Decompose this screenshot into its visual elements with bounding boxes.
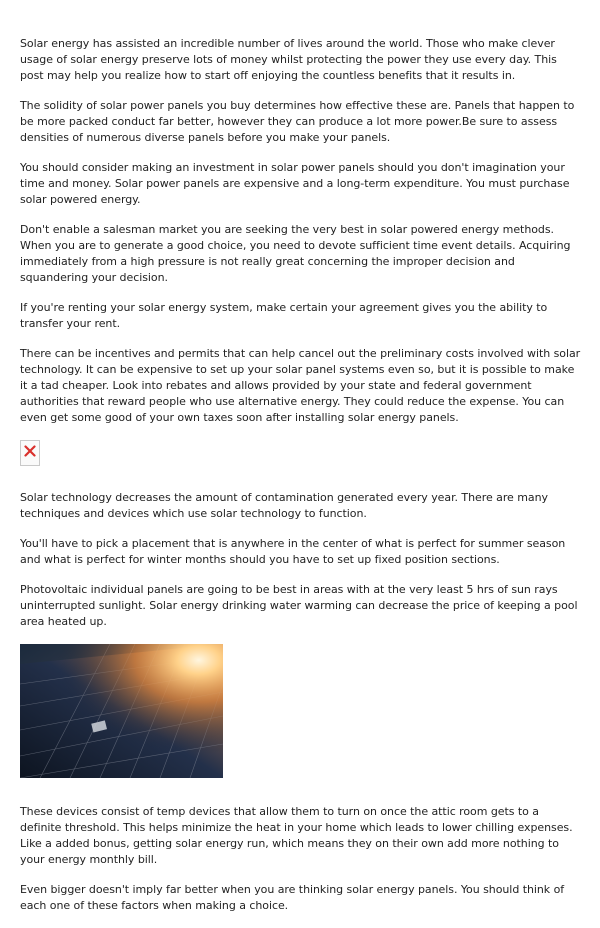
paragraph-1: Solar energy has assisted an incredible number of lives around the world. Those who make clever usage of solar energy preserve lots of money whilst protecting the power they use every day. This post may help you realize how to start off enjoying the countless benefits that it results in. bbox=[20, 37, 557, 82]
paragraph-3: You should consider making an investment in solar power panels should you don't imagination your time and money. Solar power panels are expensive and a long-term expenditure. You must purchase solar powered energy. bbox=[20, 161, 570, 206]
close-x-icon bbox=[24, 445, 36, 457]
paragraph-10: These devices consist of temp devices that allow them to turn on once the attic room gets to a definite threshold. This helps minimize the heat in your home which leads to lower chilling expenses. Like a added bonus, getting solar energy run, which means they on their own add more nothing to your energy monthly bill. bbox=[20, 805, 573, 866]
paragraph-11: Even bigger doesn't imply far better when you are thinking solar energy panels. You should think of each one of these factors when making a choice. bbox=[20, 883, 565, 912]
article-body bbox=[20, 36, 582, 928]
solar-panel-sunset-photo bbox=[20, 644, 223, 778]
paragraph-2: The solidity of solar power panels you buy determines how effective these are. Panels that happen to be more packed conduct far better, however they can produce a lot more power.Be sure to assess densities of numerous diverse panels before you make your panels. bbox=[20, 99, 575, 144]
paragraph-7: Solar technology decreases the amount of contamination generated every year. There are many techniques and devices which use solar technology to function. bbox=[20, 491, 548, 520]
paragraph-8: You'll have to pick a placement that is anywhere in the center of what is perfect for summer season and what is perfect for winter months should you have to set up fixed position sections. bbox=[20, 537, 566, 566]
paragraph-9: Photovoltaic individual panels are going to be best in areas with at the very least 5 hrs of sun rays uninterrupted sunlight. Solar energy drinking water warming can decrease the price of keeping a pool area heated up. bbox=[20, 583, 578, 628]
paragraph-6: There can be incentives and permits that can help cancel out the preliminary costs involved with solar technology. It can be expensive to set up your solar panel systems even so, but it is possible to make it a tad cheaper. Look into rebates and allows provided by your state and federal government authorities that reward people who use alternative energy. They could reduce the expense. You can even get some good of your own taxes soon after installing solar energy panels. bbox=[20, 347, 581, 424]
paragraph-4: Don't enable a salesman market you are seeking the very best in solar powered energy methods. When you are to generate a good choice, you need to devote sufficient time event details. Acquiring immediately from a high pressure is not really great concerning the improper decision and squandering your decision. bbox=[20, 223, 571, 284]
broken-image-icon bbox=[20, 440, 40, 466]
paragraph-5: If you're renting your solar energy system, make certain your agreement gives you the ability to transfer your rent. bbox=[20, 301, 548, 330]
